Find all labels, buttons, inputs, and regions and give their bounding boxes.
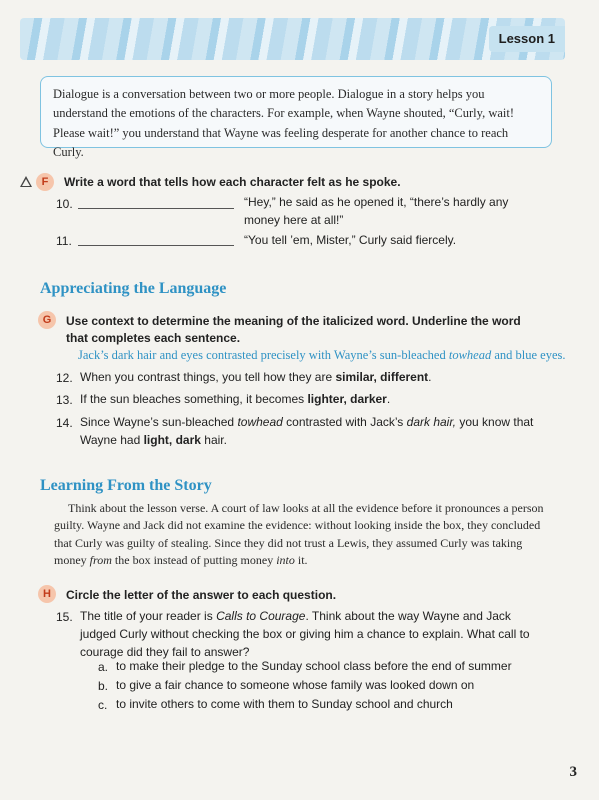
- option-letter[interactable]: b.: [98, 679, 109, 693]
- item-number: 12.: [56, 371, 73, 385]
- option-letter[interactable]: c.: [98, 698, 108, 712]
- example-sentence: Jack’s dark hair and eyes contrasted precisely with Wayne’s sun-bleached towhead and blue eyes.: [78, 348, 566, 362]
- option-text: to invite others to come with them to Sunday school and church: [116, 697, 453, 711]
- answer-choices[interactable]: lighter, darker: [307, 392, 387, 406]
- instruction-f: Write a word that tells how each character felt as he spoke.: [64, 175, 401, 189]
- lesson-label: Lesson 1: [489, 26, 565, 52]
- answer-blank-10[interactable]: [78, 208, 234, 209]
- section-badge-f: F: [36, 173, 54, 191]
- option-text: to give a fair chance to someone whose family was looked down on: [116, 678, 475, 692]
- option-text: to make their pledge to the Sunday school class before the end of summer: [116, 659, 512, 673]
- section-badge-g: G: [38, 311, 56, 329]
- item-text: “You tell ’em, Mister,” Curly said fiercely.: [244, 233, 457, 247]
- section-badge-h: H: [38, 585, 56, 603]
- item-text: “Hey,” he said as he opened it, “there’s hardly any money here at all!”: [244, 195, 509, 227]
- item-number: 15.: [56, 610, 73, 624]
- page-number: 3: [569, 764, 577, 780]
- section-title-learning: Learning From the Story: [40, 477, 212, 494]
- item-text: Since Wayne’s sun-bleached towhead contrasted with Jack’s dark hair, you know that Wayne had light, dark hair.: [80, 415, 534, 447]
- story-paragraph: Think about the lesson verse. A court of law looks at all the evidence before it pronounces a person guilty. Wayne and Jack did not examine the evidence: without looking inside the box, they concluded that Curly was guilty of stealing. Since they did not trust a Lewis, they assumed Curly was taking money from the box instead of putting money into it.: [54, 501, 544, 568]
- answer-choices[interactable]: similar, different: [335, 370, 429, 384]
- answer-blank-11[interactable]: [78, 245, 234, 246]
- item-number: 14.: [56, 416, 73, 430]
- item-number: 13.: [56, 393, 73, 407]
- item-number: 11.: [56, 234, 72, 248]
- section-title-appreciating: Appreciating the Language: [40, 280, 227, 297]
- instruction-g: Use context to determine the meaning of the italicized word. Underline the word that completes each sentence.: [66, 314, 521, 346]
- option-letter[interactable]: a.: [98, 660, 109, 674]
- item-text: When you contrast things, you tell how they are similar, different.: [80, 370, 432, 384]
- warning-triangle-icon: [20, 176, 32, 187]
- answer-choices[interactable]: light, dark: [143, 433, 201, 447]
- instruction-h: Circle the letter of the answer to each question.: [66, 588, 337, 602]
- question-15: The title of your reader is Calls to Courage. Think about the way Wayne and Jack judged Curly without checking the box or giving him a chance to explain. What call to courage did they fail to answer?: [80, 609, 530, 659]
- item-number: 10.: [56, 197, 73, 211]
- lesson-banner: [20, 18, 565, 60]
- item-text: If the sun bleaches something, it becomes lighter, darker.: [80, 392, 391, 406]
- dialogue-info-box: [40, 76, 552, 160]
- info-text: Dialogue is a conversation between two or more people. Dialogue in a story helps you understand the emotions of the characters. For example, when Wayne shouted, “Curly, wait! Please wait!” you understand that Wayne was feeling desperate for another chance to reach Curly.: [53, 87, 515, 160]
